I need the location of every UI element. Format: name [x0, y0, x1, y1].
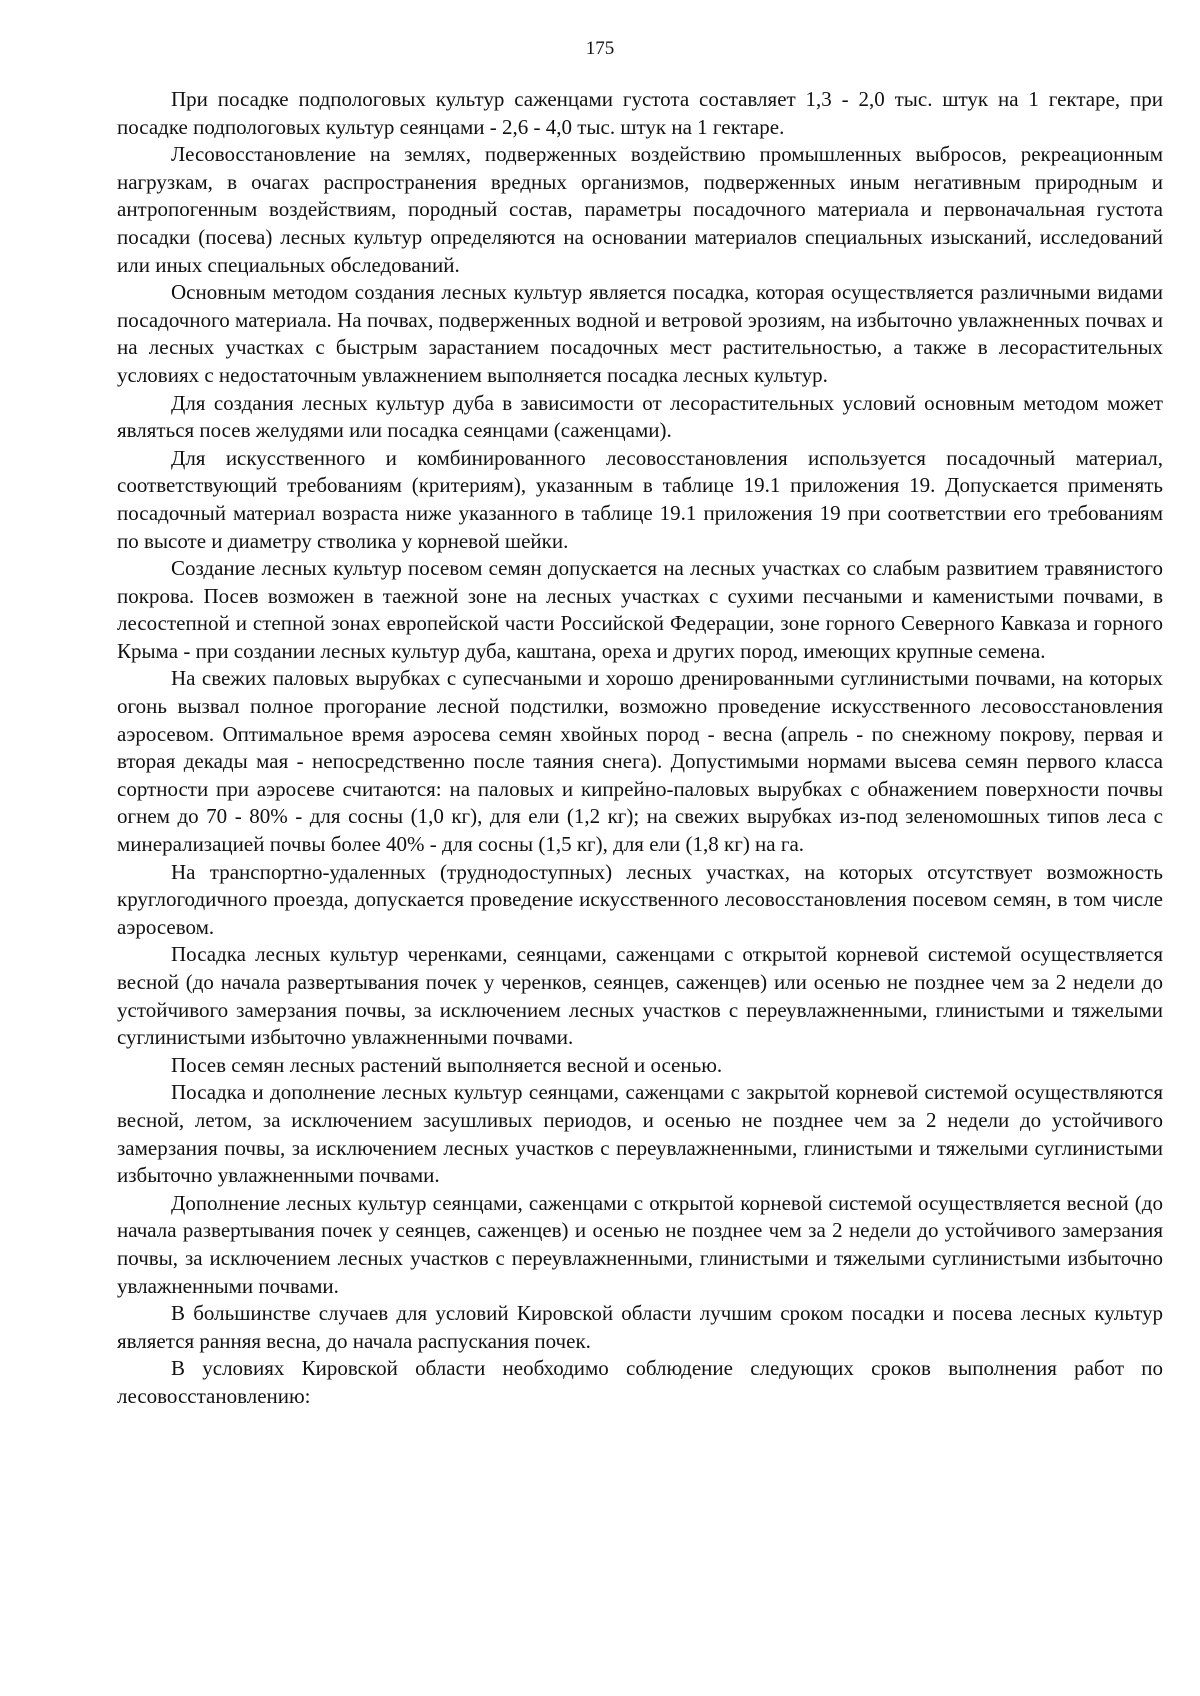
paragraph-seed-sowing: Создание лесных культур посевом семян допускается на лесных участках со слабым развитием травянистого покрова. Посев возможен в таежной зоне на лесных участках с сухими песчаными и каменистыми почвами, в лесостепной и степной зонах европейской части Российской Федерации, зоне горного Северного Кавказа и горного Крыма - при создании лесных культур дуба, каштана, ореха и других пород, имеющих крупные семена. [117, 556, 1163, 663]
paragraph-subcanopy-density: При посадке подпологовых культур саженцами густота составляет 1,3 - 2,0 тыс. штук на 1 гектаре, при посадке подпологовых культур сеянцами - 2,6 - 4,0 тыс. штук на 1 гектаре. [117, 87, 1163, 139]
paragraph-main-method: Основным методом создания лесных культур является посадка, которая осуществляется различными видами посадочного материала. На почвах, подверженных водной и ветровой эрозиям, на избыточно увлажненных почвах и на лесных участках с быстрым зарастанием посадочных мест растительностью, а также в лесорастительных условиях с недостаточным увлажнением выполняется посадка лесных культур. [117, 280, 1163, 387]
paragraph-oak-cultures: Для создания лесных культур дуба в зависимости от лесорастительных условий основным методом может являться посев желудями или посадка сеянцами (саженцами). [117, 390, 1163, 443]
paragraph-open-root-planting: Посадка лесных культур черенками, сеянцами, саженцами с открытой корневой системой осуществляется весной (до начала развертывания почек у черенков, сеянцев, саженцев) или осенью не позднее чем за 2 недели до устойчивого замерзания почвы, за исключением лесных участков с переувлажненными, глинистыми и тяжелыми суглинистыми избыточно увлажненными почвами. [117, 942, 1163, 1050]
paragraph-aerial-seeding: На свежих паловых вырубках с супесчаными и хорошо дренированными суглинистыми почвами, на которых огонь вызвал полное прогорание лесной подстилки, возможно проведение искусственного лесовосстановления аэросевом. Оптимальное время аэросева семян хвойных пород - весна (апрель - по снежному покрову, первая и вторая декады мая - непосредственно после таяния снега). Допустимыми нормами высева семян первого класса сортности при аэросеве считаются: на паловых и кипрейно-паловых вырубках с обнажением поверхности почвы огнем до 70 - 80% - для сосны (1,0 кг), для ели (1,2 кг); на свежих вырубках из-под зеленомошных типов леса с минерализацией почвы более 40% - для сосны (1,5 кг), для ели (1,8 кг) на га. [117, 666, 1163, 857]
paragraph-kirov-schedule: В условиях Кировской области необходимо соблюдение следующих сроков выполнения работ по лесовосстановлению: [117, 1356, 1163, 1408]
paragraph-open-root-supplement: Дополнение лесных культур сеянцами, саженцами с открытой корневой системой осуществляется весной (до начала развертывания почек у сеянцев, саженцев) и осенью не позднее чем за 2 недели до устойчивого замерзания почвы, за исключением лесных участков с переувлажненными, глинистыми и тяжелыми суглинистыми избыточно увлажненными почвами. [117, 1190, 1163, 1298]
paragraph-affected-lands: Лесовосстановление на землях, подверженных воздействию промышленных выбросов, рекреационным нагрузкам, в очагах распространения вредных организмов, подверженных иным негативным природным и антропогенным воздействиям, породный состав, параметры посадочного материала и первоначальная густота посадки (посева) лесных культур определяются на основании материалов специальных изысканий, исследований или иных специальных обследований. [117, 142, 1163, 277]
paragraph-closed-root-planting: Посадка и дополнение лесных культур сеянцами, саженцами с закрытой корневой системой осуществляются весной, летом, за исключением засушливых периодов, и осенью не позднее чем за 2 недели до устойчивого замерзания почвы, за исключением лесных участков с переувлажненными, глинистыми и тяжелыми суглинистыми избыточно увлажненными почвами. [117, 1080, 1163, 1188]
paragraph-kirov-best-time: В большинстве случаев для условий Кировской области лучшим сроком посадки и посева лесных культур является ранняя весна, до начала распускания почек. [117, 1301, 1163, 1353]
paragraph-sowing-seasons: Посев семян лесных растений выполняется весной и осенью. [171, 1052, 723, 1077]
paragraph-planting-material: Для искусственного и комбинированного лесовосстановления используется посадочный материал, соответствующий требованиям (критериям), указанным в таблице 19.1 приложения 19. Допускается применять посадочный материал возраста ниже указанного в таблице 19.1 приложения 19 при соответствии его требованиям по высоте и диаметру стволика у корневой шейки. [117, 445, 1163, 553]
page-number: 175 [585, 38, 615, 59]
paragraph-remote-sites: На транспортно-удаленных (труднодоступных) лесных участках, на которых отсутствует возможность круглогодичного проезда, допускается проведение искусственного лесовосстановления посевом семян, в том числе аэросевом. [117, 859, 1163, 939]
document-body [117, 86, 1163, 1411]
